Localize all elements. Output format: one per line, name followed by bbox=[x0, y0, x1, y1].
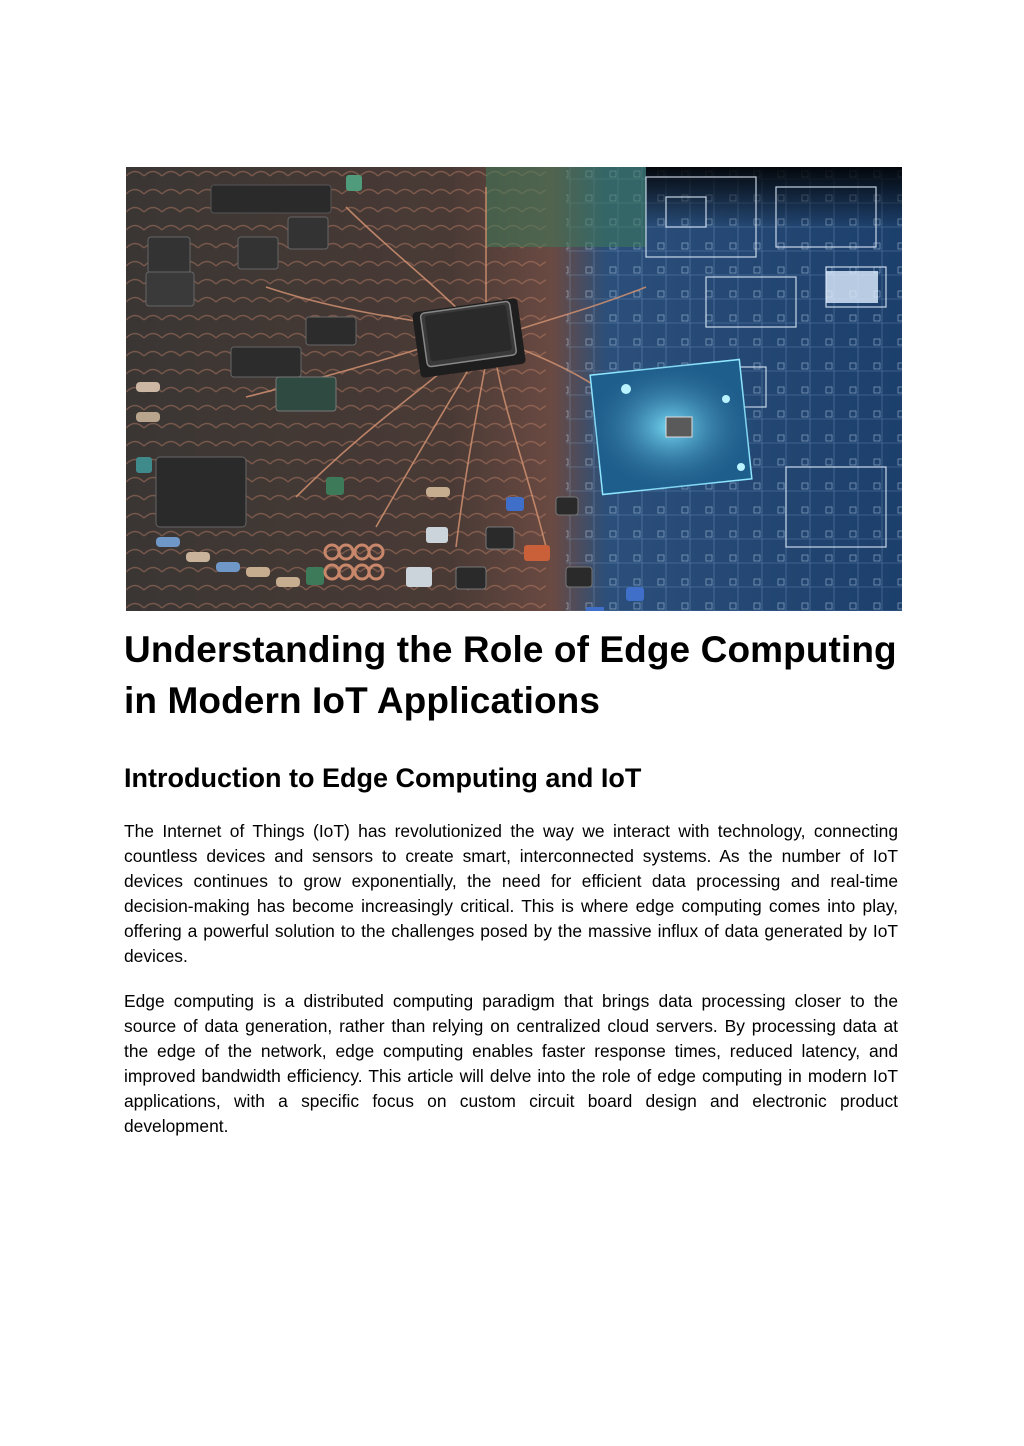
circuit-board-hero-image bbox=[126, 167, 902, 611]
section-heading: Introduction to Edge Computing and IoT bbox=[124, 763, 642, 793]
article-title: Understanding the Role of Edge Computing in Modern IoT Applications bbox=[124, 629, 897, 721]
paragraph-1: The Internet of Things (IoT) has revolutionized the way we interact with technology, connecting countless devices and sensors to create smart, interconnected systems. As the number of IoT devices continues to grow exponentially, the need for efficient data processing and real-time decision-making has become increasingly critical. This is where edge computing comes into play, offering a powerful solution to the challenges posed by the massive influx of data generated by IoT devices. bbox=[124, 821, 898, 966]
paragraph-2: Edge computing is a distributed computing paradigm that brings data processing closer to the source of data generation, rather than relying on centralized cloud servers. By processing data at the edge of the network, edge computing enables faster response times, reduced latency, and improved bandwidth efficiency. This article will delve into the role of edge computing in modern IoT applications, with a specific focus on custom circuit board design and electronic product development. bbox=[124, 991, 898, 1136]
circuit-board-illustration bbox=[126, 167, 902, 611]
